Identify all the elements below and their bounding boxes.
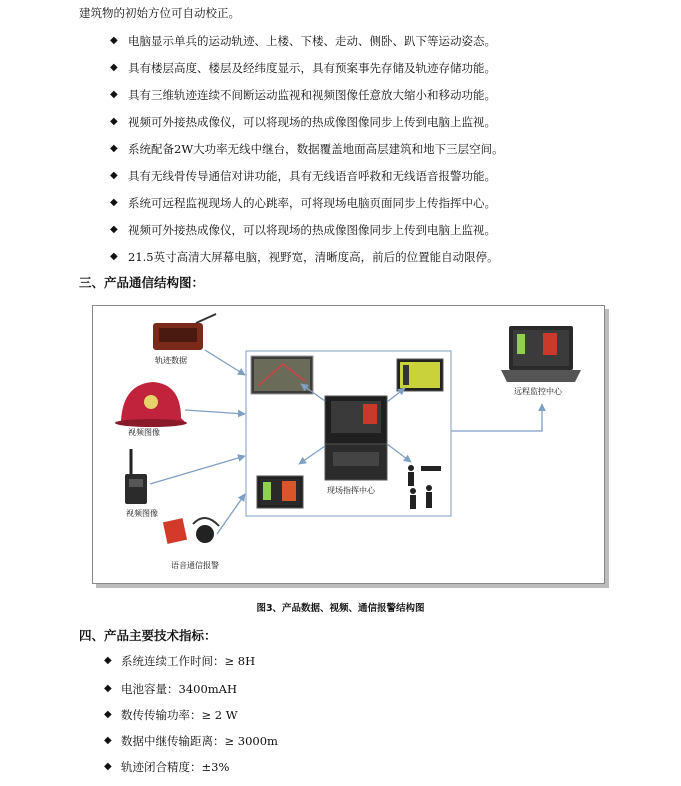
bullet-icon: ◆: [110, 89, 118, 100]
label-command: 现场指挥中心: [327, 486, 375, 495]
bullet-icon: ◆: [104, 735, 112, 746]
bullet-icon: ◆: [110, 170, 118, 181]
map-screen-icon: [251, 356, 313, 394]
spec-text: 系统连续工作时间：≥ 8H: [121, 654, 256, 668]
voice-device-icon: [163, 518, 219, 544]
figure-caption: 图3、产品数据、视频、通信报警结构图: [256, 603, 425, 614]
bullet-icon: ◆: [110, 251, 118, 262]
radio-device-icon: [125, 449, 147, 504]
bullet-icon: ◆: [110, 143, 118, 154]
feature-text: 具有无线骨传导通信对讲功能，具有无线语音呼救和无线语音报警功能。: [128, 169, 496, 183]
bullet-icon: ◆: [104, 761, 112, 772]
feature-text: 具有三维轨迹连续不间断运动监视和视频图像任意放大缩小和移动功能。: [128, 88, 496, 102]
spec-text: 数据中继传输距离：≥ 3000m: [121, 734, 278, 748]
arrow-to-status: [299, 446, 325, 464]
command-case-icon: [325, 396, 387, 480]
posture-figures-icon: [408, 465, 441, 509]
label-remote: 远程监控中心: [514, 387, 562, 396]
arrow-voice: [217, 494, 245, 534]
section3-title: 三、产品通信结构图：: [79, 275, 205, 290]
arrow-to-remote: [451, 404, 542, 431]
label-radio-video: 视频图像: [126, 509, 158, 518]
bullet-icon: ◆: [110, 224, 118, 235]
spec-text: 电池容量：3400mAH: [121, 682, 238, 696]
feature-text: 视频可外接热成像仪，可以将现场的热成像图像同步上传到电脑上监视。: [128, 223, 496, 237]
feature-text: 具有楼层高度、楼层及经纬度显示，具有预案事先存储及轨迹存储功能。: [128, 61, 496, 75]
arrow-to-monitor: [387, 388, 405, 402]
spec-text: 数传传输功率：≥ 2 W: [121, 708, 238, 722]
structure-diagram: [93, 306, 604, 583]
bullet-icon: ◆: [110, 35, 118, 46]
feature-text: 电脑显示单兵的运动轨迹、上楼、下楼、走动、侧卧、趴下等运动姿态。: [128, 34, 496, 48]
label-voice: 语音通信报警: [171, 561, 219, 570]
feature-text: 21.5英寸高清大屏幕电脑，视野宽，清晰度高，前后的位置能自动限停。: [128, 250, 499, 264]
arrow-to-figures: [387, 444, 411, 462]
spec-text: 轨迹闭合精度：±3%: [121, 760, 230, 774]
section4-title: 四、产品主要技术指标：: [79, 628, 217, 643]
bullet-icon: ◆: [104, 655, 112, 666]
diagram-frame: [92, 305, 605, 584]
status-screen-icon: [257, 476, 303, 508]
feature-text: 系统可远程监视现场人的心跳率，可将现场电脑页面同步上传指挥中心。: [128, 196, 496, 210]
arrow-helmet: [185, 410, 245, 414]
bullet-icon: ◆: [104, 683, 112, 694]
feature-text: 视频可外接热成像仪，可以将现场的热成像图像同步上传到电脑上监视。: [128, 115, 496, 129]
monitor-screen-icon: [397, 359, 443, 391]
helmet-icon: [115, 382, 187, 427]
track-device-icon: [153, 314, 216, 350]
bullet-icon: ◆: [110, 116, 118, 127]
feature-text: 系统配备2W大功率无线中继台，数据覆盖地面高层建筑和地下三层空间。: [128, 142, 504, 156]
label-track: 轨迹数据: [155, 356, 187, 365]
bullet-icon: ◆: [110, 62, 118, 73]
bullet-icon: ◆: [110, 197, 118, 208]
label-helmet-video: 视频图像: [128, 428, 160, 437]
arrow-track: [205, 350, 245, 375]
bullet-icon: ◆: [104, 709, 112, 720]
arrow-radio: [150, 456, 245, 484]
laptop-icon: [501, 326, 581, 382]
intro-line: 建筑物的初始方位可自动校正。: [79, 6, 240, 20]
